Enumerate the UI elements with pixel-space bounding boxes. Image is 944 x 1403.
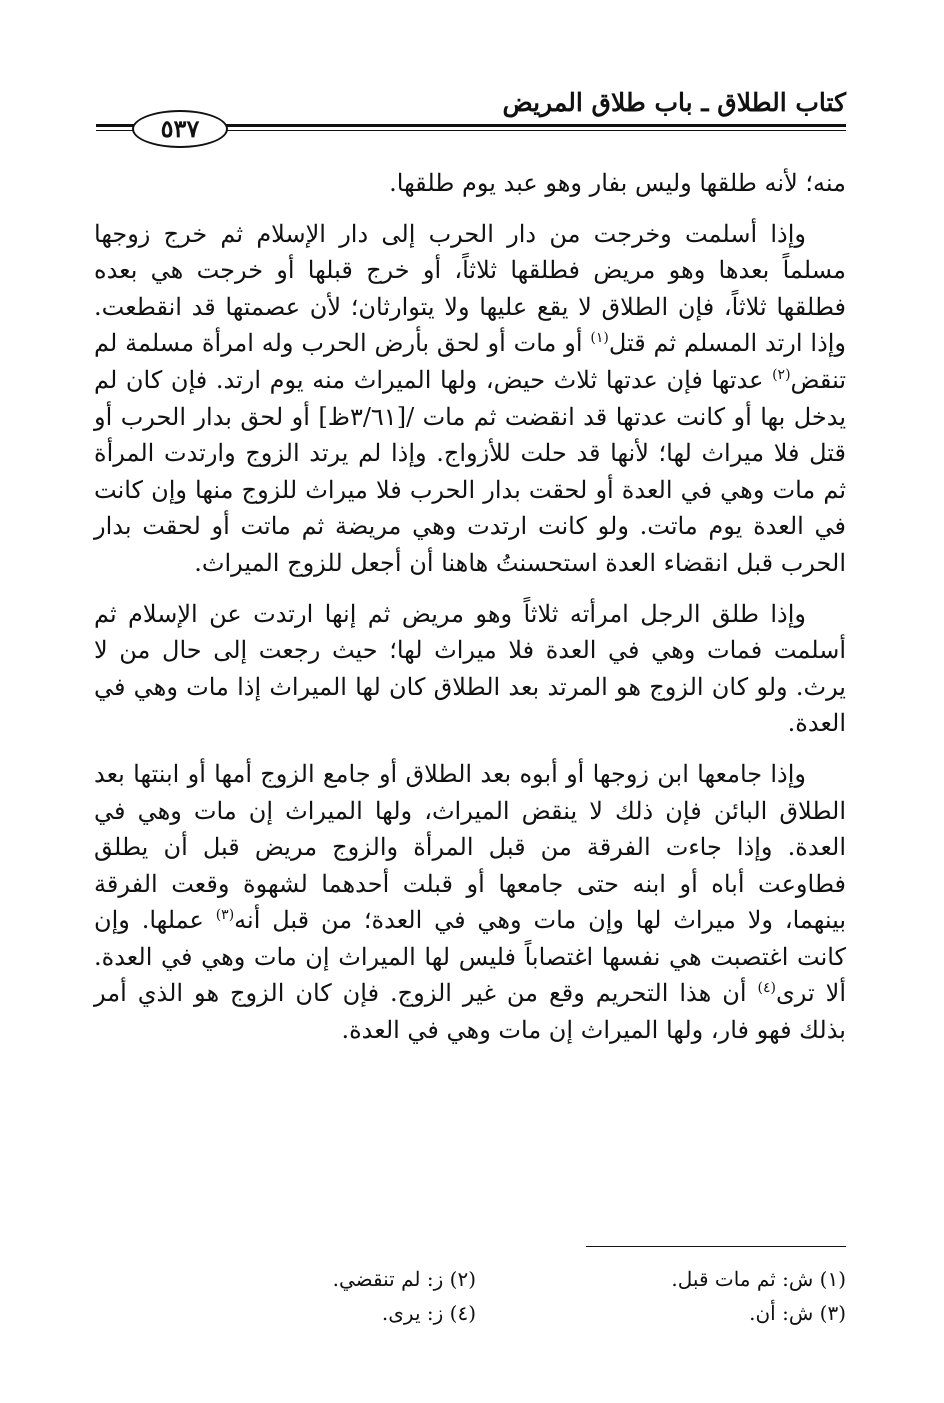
footnote-number: (٤) <box>449 1301 476 1325</box>
paragraph-1 <box>94 165 846 202</box>
main-text <box>94 165 846 1063</box>
text-run: أن هذا التحريم وقع من غير الزوج. فإن كان الزوج هو الذي أمر بذلك فهو فار، ولها الميراث إن مات وهي في العدة. <box>94 979 846 1045</box>
text-run: وإذا أسلمت وخرجت من دار الحرب إلى دار الإسلام ثم خرج زوجها مسلماً بعدها وهو مريض فطلقها ثلاثاً، أو خرج قبلها أو خرجت هي بعده فطلقها ثلاثاً، فإن الطلاق لا يقع عليها ولا يتوارثان؛ لأن عصمتها قد انقطعت. وإذا ارتد المسلم ثم قتل <box>94 219 847 358</box>
footnote-separator <box>586 1246 846 1247</box>
paragraph-3 <box>94 596 846 742</box>
text-run: وإذا جامعها ابن زوجها أو أبوه بعد الطلاق أو جامع الزوج أمها أو ابنتها بعد الطلاق البائن فإن ذلك لا ينقض الميراث، ولها الميراث إن مات وهي في العدة. وإذا جاءت الفرقة من قبل المرأة والزوج مريض قبل أن يطلق فطاوعت أباه أو ابنه حتى جامعها أو قبلت أحدهما لشهوة وقعت الفرقة بينهما، ولا ميراث لها وإن مات وهي في العدة؛ من قبل أنه <box>94 759 847 935</box>
footnote-3 <box>476 1296 846 1330</box>
footnote-number: (١) <box>819 1267 846 1291</box>
page-header <box>96 88 846 148</box>
footnote-text: ز: لم تنقضي. <box>332 1267 444 1291</box>
footnote-row <box>94 1262 846 1296</box>
footnote-1 <box>476 1262 846 1296</box>
paragraph-2 <box>94 216 846 582</box>
footnotes <box>94 1262 846 1330</box>
text-run: أو مات أو لحق بأرض الحرب وله امرأة مسلمة لم تنقض <box>94 329 846 394</box>
footnote-text: ز: يرى. <box>381 1301 444 1325</box>
text-run: عدتها فإن عدتها ثلاث حيض، ولها الميراث منه يوم ارتد. فإن كان لم يدخل بها أو كانت عدتها قد انقضت ثم مات /[٣/٦١ظ] أو لحق بدار الحرب أو قتل فلا ميراث لها؛ لأنها قد حلت للأزواج. وإذا لم يرتد الزوج وارتدت المرأة ثم مات وهي في العدة أو لحقت بدار الحرب فلا ميراث للزوج منها وإن كانت في العدة يوم ماتت. ولو كانت ارتدت وهي مريضة ثم ماتت أو لحقت بدار الحرب قبل انقضاء العدة استحسنتُ هاهنا أن أجعل للزوج الميراث. <box>94 365 846 577</box>
footnote-number: (٣) <box>819 1301 846 1325</box>
paragraph-4 <box>94 756 846 1049</box>
footnote-text: ش: ثم مات قبل. <box>671 1267 814 1291</box>
text-run: عملها. وإن كانت اغتصبت هي نفسها اغتصاباً فليس لها الميراث إن مات وهي في العدة. ألا ترى <box>94 906 846 1008</box>
text-run: وإذا طلق الرجل امرأته ثلاثاً وهو مريض ثم إنها ارتدت عن الإسلام ثم أسلمت فمات وهي في العدة فلا ميراث لها؛ حيث رجعت إلى حال من لا يرث. ولو كان الزوج هو المرتد بعد الطلاق كان لها الميراث إذا مات وهي في العدة. <box>94 599 846 738</box>
footnote-marker: (١) <box>590 330 609 347</box>
running-title: كتاب الطلاق ـ باب طلاق المريض <box>502 88 846 117</box>
footnote-number: (٢) <box>449 1267 476 1291</box>
footnote-marker: (٤) <box>757 980 776 997</box>
footnote-marker: (٣) <box>215 907 235 924</box>
text-run: منه؛ لأنه طلقها وليس بفار وهو عبد يوم طلقها. <box>389 169 846 197</box>
footnote-row <box>94 1296 846 1330</box>
footnote-marker: (٢) <box>772 366 791 383</box>
footnote-4 <box>106 1296 476 1330</box>
footnote-text: ش: أن. <box>749 1301 814 1325</box>
page-number: ٥٣٧ <box>132 110 228 148</box>
footnote-2 <box>106 1262 476 1296</box>
